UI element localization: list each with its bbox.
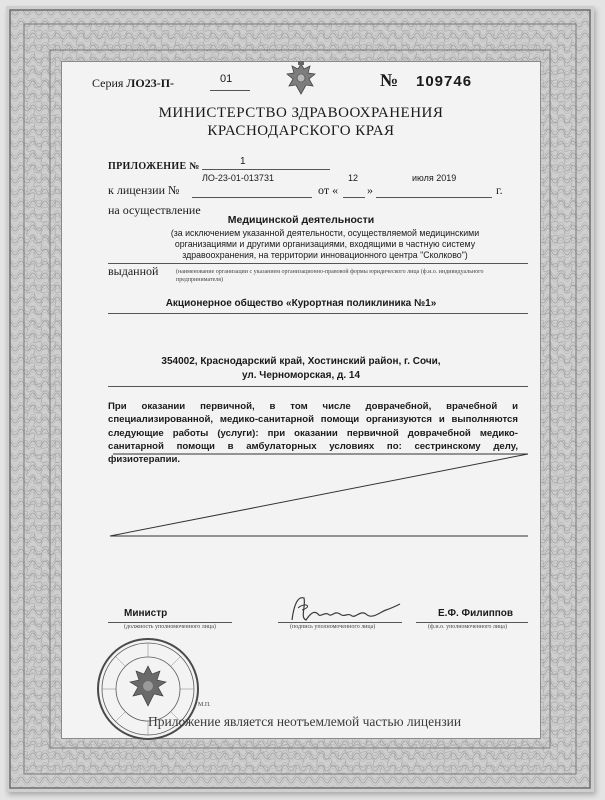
activity-label: на осуществление — [108, 203, 201, 217]
authority-line-1: МИНИСТЕРСТВО ЗДРАВООХРАНЕНИЯ — [158, 105, 444, 121]
series-row — [92, 76, 174, 91]
license-month-year: июля 2019 — [412, 173, 457, 183]
footer-note: Приложение является неотъемлемой частью лицензии — [148, 714, 462, 729]
license-quote-close: » — [367, 183, 373, 197]
activity-title: Медицинской деятельности — [227, 214, 375, 226]
issued-label: выданной — [108, 264, 159, 278]
coat-of-arms-icon — [284, 60, 318, 100]
series-label: Серия — [92, 76, 124, 90]
signature-hint: (подпись уполномоченного лица) — [290, 624, 376, 630]
license-prefix: к лицензии № — [108, 183, 180, 197]
annex-label: ПРИЛОЖЕНИЕ № — [108, 161, 200, 172]
license-year-suffix: г. — [496, 183, 503, 197]
signatory-name: Е.Ф. Филиппов — [438, 608, 514, 619]
license-number: ЛО-23-01-013731 — [202, 173, 274, 183]
license-from: от « — [318, 183, 339, 197]
address-line-2: ул. Черноморская, д. 14 — [241, 370, 361, 381]
document-body — [61, 61, 541, 739]
blank-space-z-line — [108, 452, 530, 540]
license-annex-page — [6, 6, 594, 792]
license-day: 12 — [348, 173, 359, 183]
organization-name: Акционерное общество «Курортная поликлиника №1» — [165, 298, 437, 309]
address-line-1: 354002, Краснодарский край, Хостинский район, г. Сочи, — [161, 356, 441, 367]
seal-hint: М.П. — [198, 702, 211, 708]
license-form-number: 109746 — [416, 73, 473, 90]
position-hint: (должность уполномоченного лица) — [124, 624, 216, 630]
activity-note: (за исключением указанной деятельности, осуществляемой медицинскими организациями и другими организациями, входящими в частную систему здравоохранения, на территории инновационного центра "Сколково") — [170, 228, 480, 260]
series-code: ЛО23-П- — [126, 76, 175, 90]
issuing-authority — [62, 104, 540, 140]
services-description: При оказании первичной, в том числе доврачебной, врачебной и специализированной, медико-санитарной помощи организуются и выполняются следующие работы (услуги): при оказании первичной доврачебной медико-санитарной помощи в амбулаторных условиях по: сестринскому делу, физиотерапии. — [108, 401, 518, 466]
authority-line-2: КРАСНОДАРСКОГО КРАЯ — [207, 123, 395, 139]
annex-number: 1 — [240, 156, 246, 167]
organization-address — [62, 355, 540, 383]
number-sign: № — [380, 70, 399, 90]
name-hint: (ф.и.о. уполномоченного лица) — [428, 624, 507, 630]
series-number: 01 — [220, 73, 233, 85]
issued-hint: (наименование организации с указанием организационно-правовой формы юридического лица (ф.и.о. индивидуального предпринимателя) — [176, 269, 484, 283]
signatory-position: Министр — [124, 608, 168, 619]
